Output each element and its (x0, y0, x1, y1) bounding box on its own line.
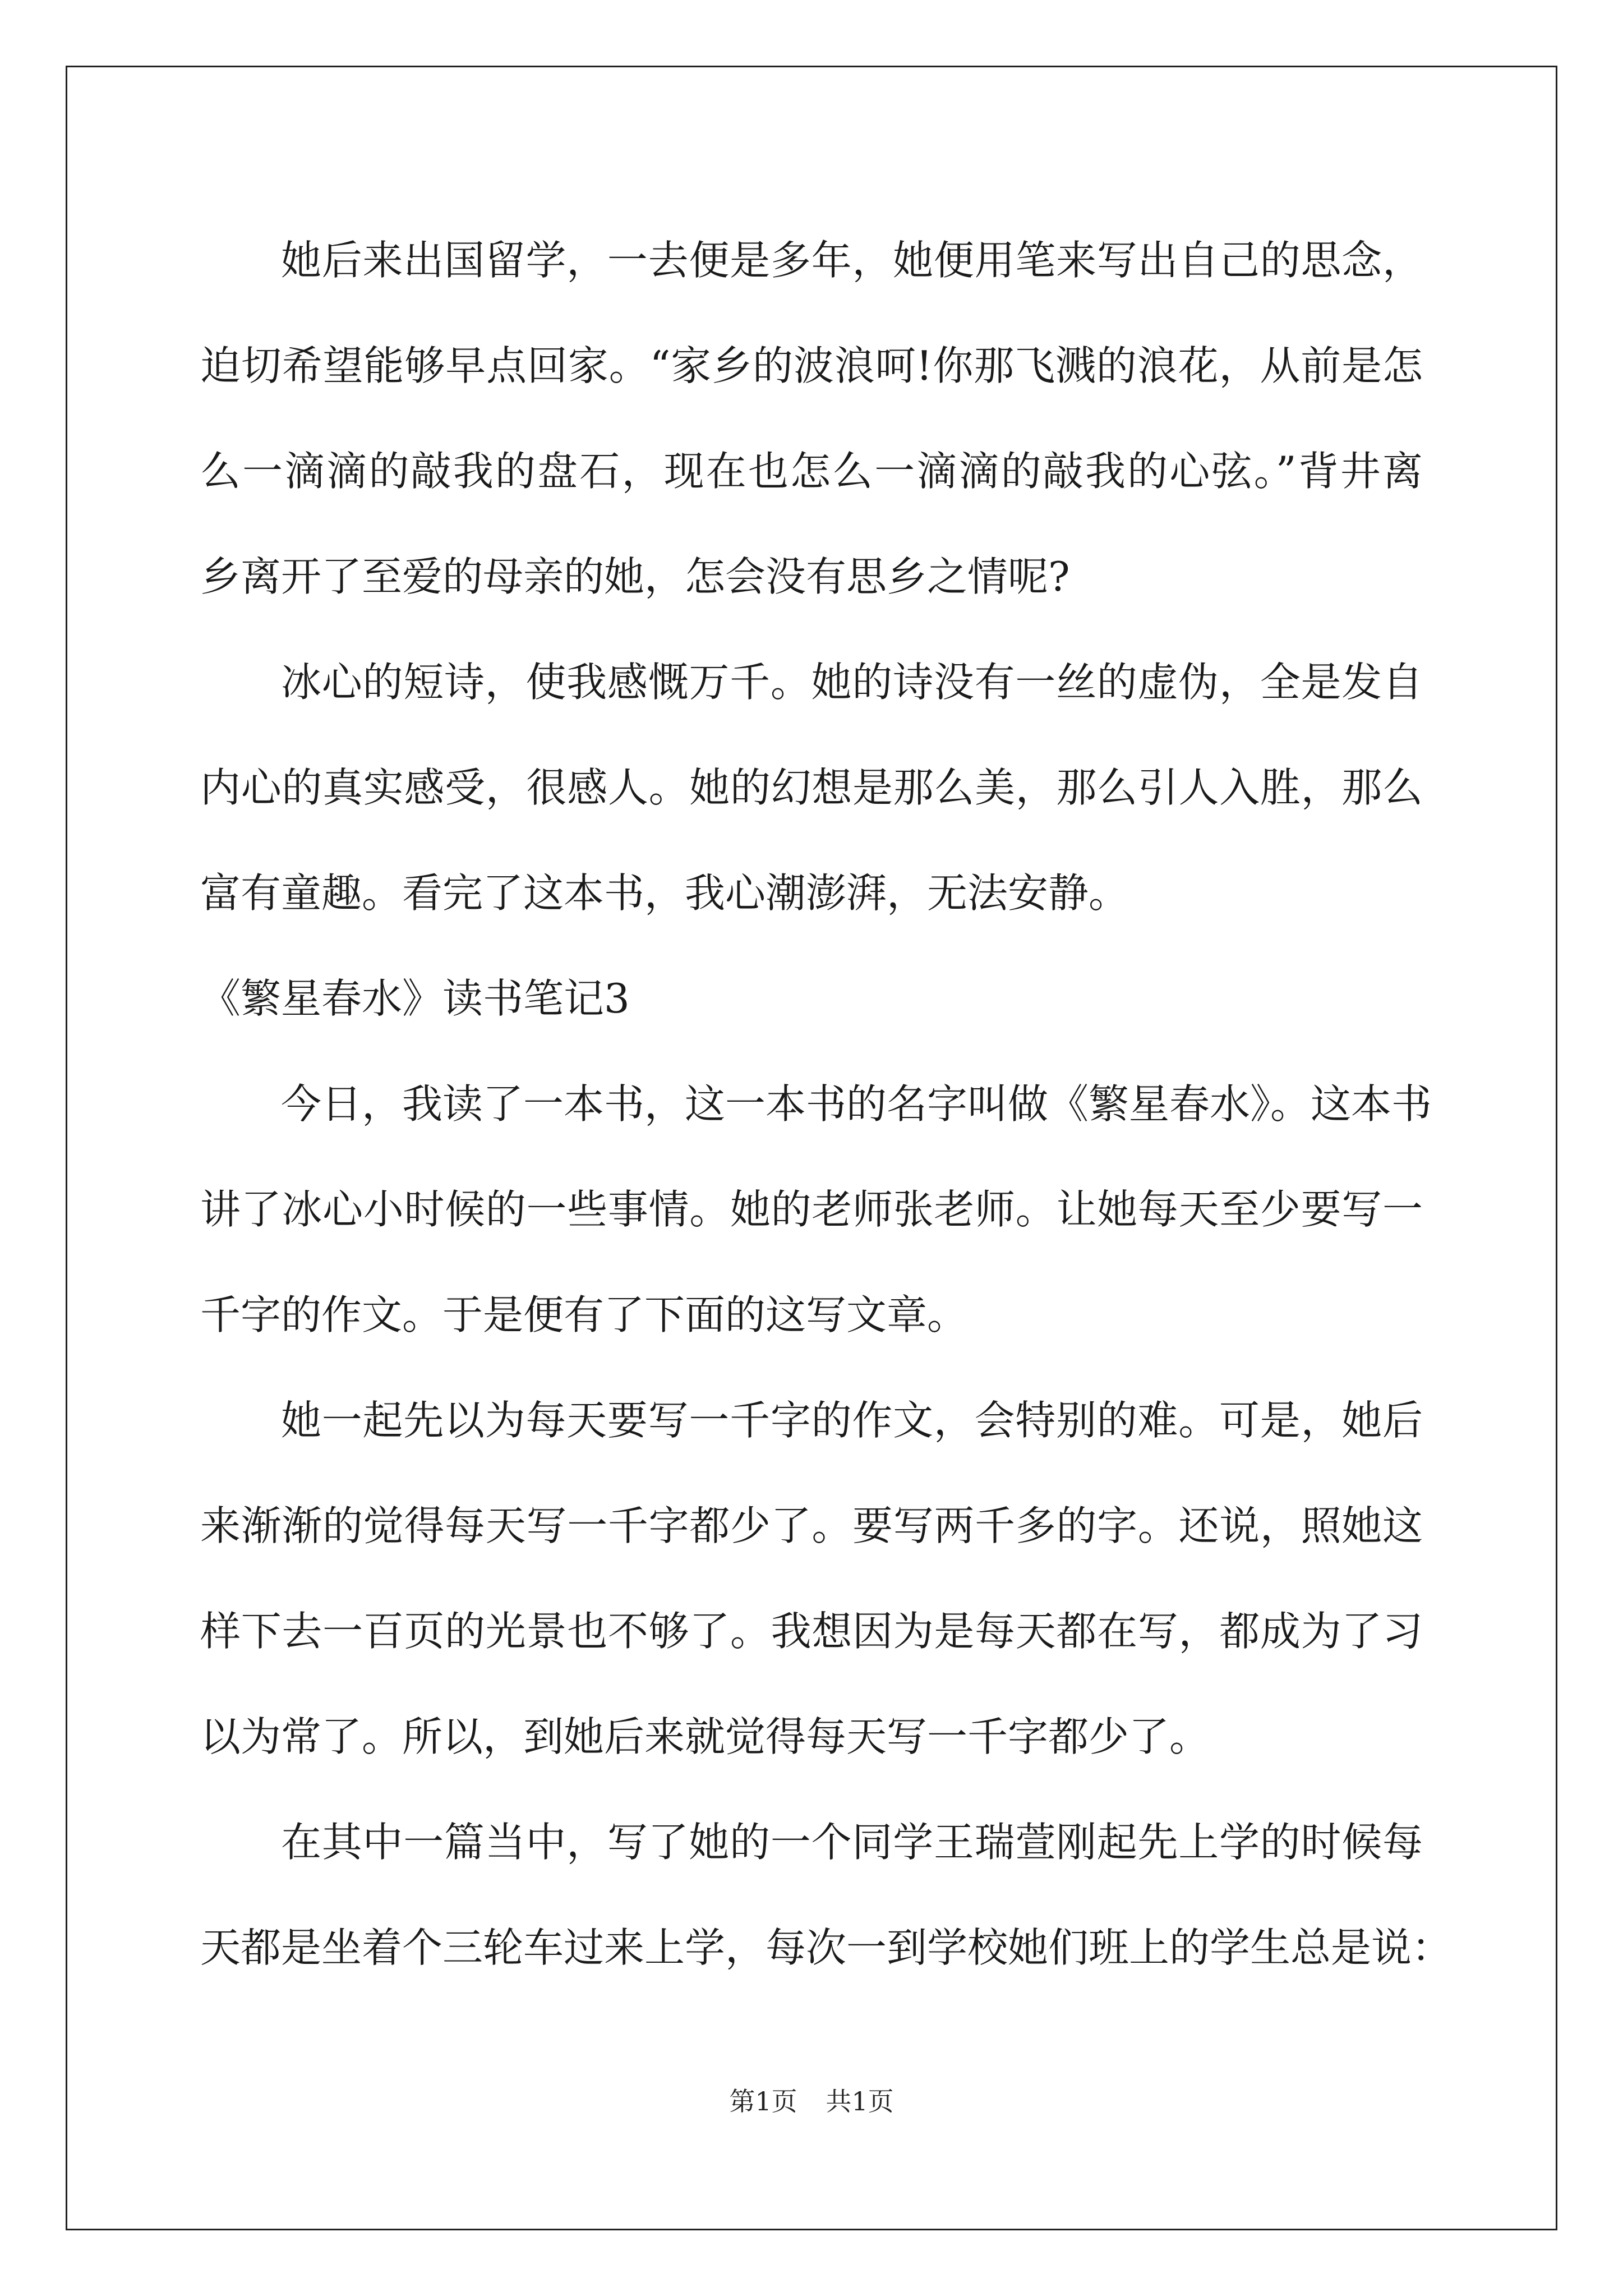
paragraph-3-line-2: 讲了冰心小时候的一些事情。她的老师张老师。让她每天至少要写一 (200, 1186, 1423, 1233)
paragraph-2-line-2: 内心的真实感受，很感人。她的幻想是那么美，那么引人入胜，那么 (200, 764, 1423, 811)
paragraph-1-line-4: 乡离开了至爱的母亲的她，怎会没有思乡之情呢? (200, 553, 1070, 600)
page-number-total: 共1页 (826, 2086, 894, 2116)
paragraph-4-line-3: 样下去一百页的光景也不够了。我想因为是每天都在写，都成为了习 (200, 1608, 1423, 1655)
paragraph-1-line-3: 么一滴滴的敲我的盘石，现在也怎么一滴滴的敲我的心弦。”背井离 (200, 448, 1423, 495)
paragraph-2-line-1: 冰心的短诗，使我感慨万千。她的诗没有一丝的虚伪，全是发自 (281, 659, 1423, 706)
paragraph-3-line-1: 今日，我读了一本书，这一本书的名字叫做《繁星春水》。这本书 (281, 1080, 1432, 1128)
page-number-current: 第1页 (729, 2086, 797, 2116)
paragraph-1-line-1: 她后来出国留学，一去便是多年，她便用笔来写出自己的思念， (281, 237, 1423, 284)
paragraph-1-line-2: 迫切希望能够早点回家。“家乡的波浪呵!你那飞溅的浪花，从前是怎 (200, 342, 1423, 389)
section-heading: 《繁星春水》读书笔记3 (200, 975, 630, 1022)
paragraph-4-line-1: 她一起先以为每天要写一千字的作文，会特别的难。可是，她后 (281, 1397, 1423, 1444)
document-body (200, 208, 1453, 2000)
paragraph-5-line-2: 天都是坐着个三轮车过来上学，每次一到学校她们班上的学生总是说： (200, 1924, 1453, 1971)
paragraph-4-line-2: 来渐渐的觉得每天写一千字都少了。要写两千多的字。还说，照她这 (200, 1502, 1423, 1549)
paragraph-4-line-4: 以为常了。所以，到她后来就觉得每天写一千字都少了。 (200, 1713, 1210, 1760)
paragraph-2-line-3: 富有童趣。看完了这本书，我心潮澎湃，无法安静。 (200, 869, 1129, 917)
paragraph-3-line-3: 千字的作文。于是便有了下面的这写文章。 (200, 1291, 968, 1338)
page-footer (0, 2081, 1623, 2118)
paragraph-5-line-1: 在其中一篇当中，写了她的一个同学王瑞萱刚起先上学的时候每 (281, 1819, 1423, 1866)
